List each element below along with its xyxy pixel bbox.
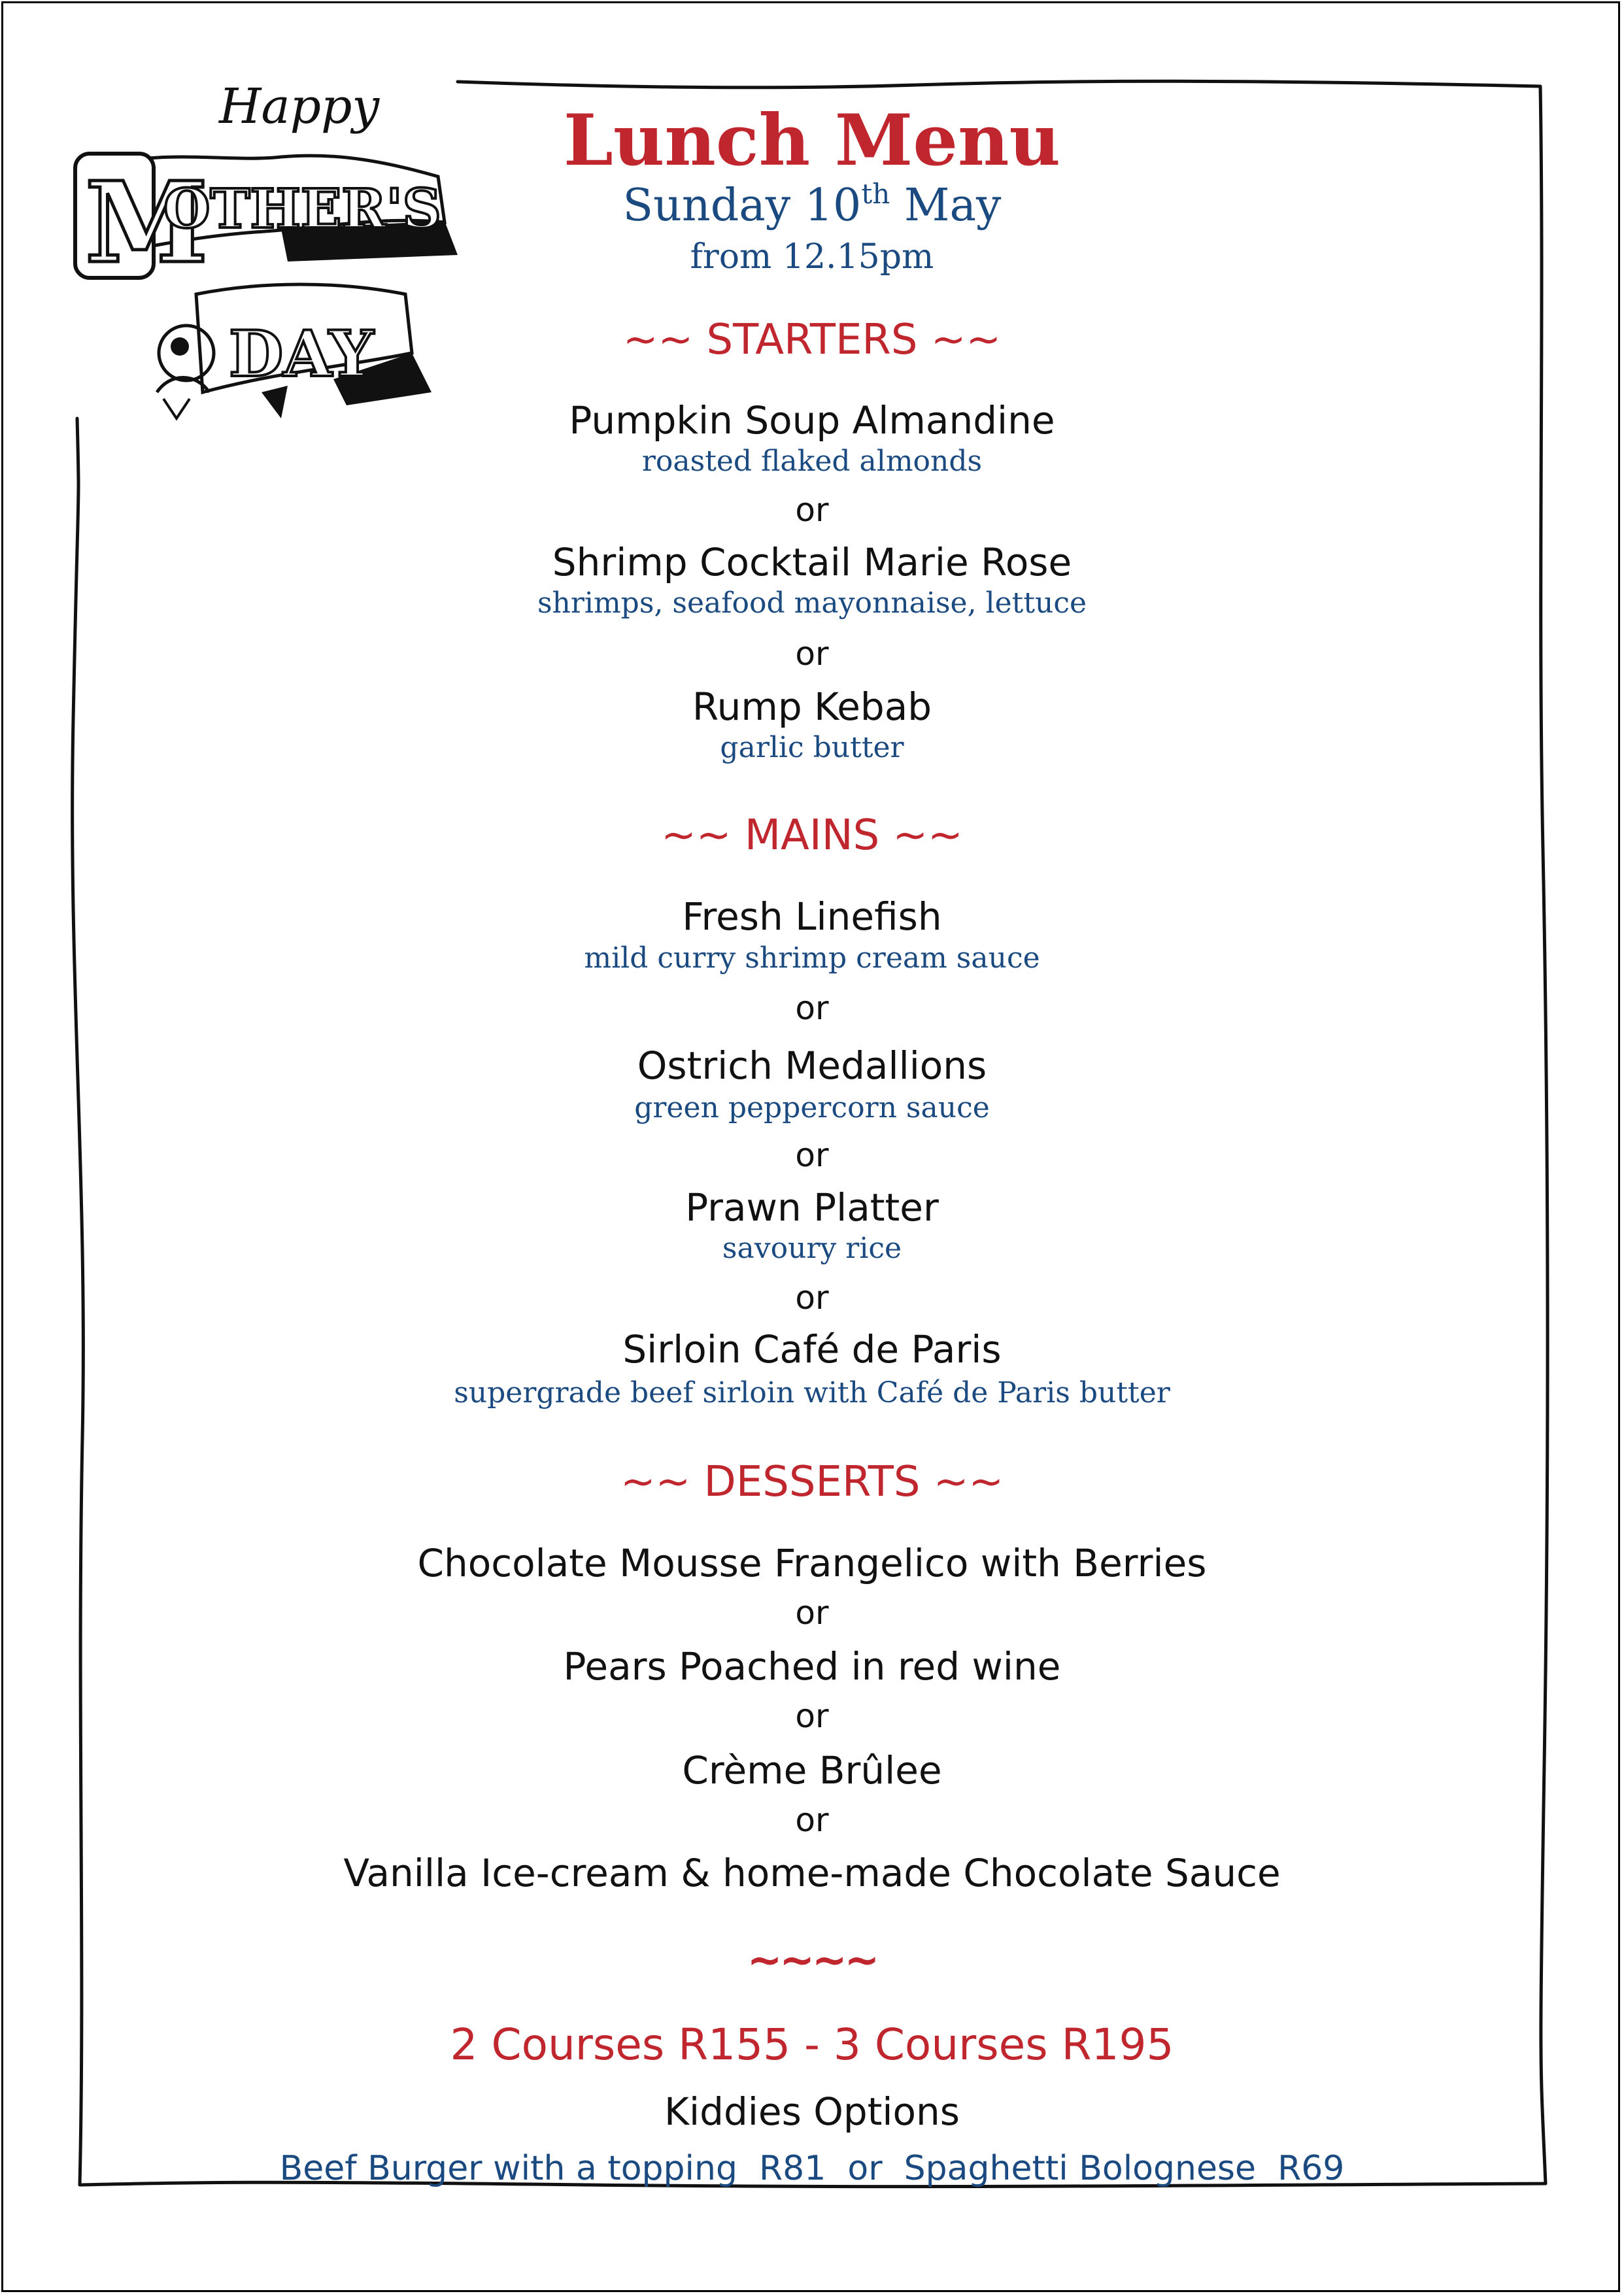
svg-text:DAY: DAY <box>229 317 374 391</box>
menu-time: from 12.15pm <box>690 237 934 277</box>
dessert-4-name: Vanilla Ice-cream & home-made Chocolate Sauce <box>343 1851 1281 1895</box>
svg-text:Happy: Happy <box>219 78 380 135</box>
main-2-desc: green peppercorn sauce <box>634 1091 990 1124</box>
kiddies-heading: Kiddies Options <box>664 2089 960 2134</box>
main-3-desc: savoury rice <box>722 1232 902 1265</box>
or-separator: or <box>795 635 829 673</box>
main-1-name: Fresh Linefish <box>682 894 942 939</box>
or-separator: or <box>795 1801 829 1839</box>
starter-2-name: Shrimp Cocktail Marie Rose <box>552 540 1072 584</box>
svg-text:M: M <box>85 158 209 288</box>
or-separator: or <box>795 1697 829 1735</box>
date-ordinal: th <box>861 178 890 210</box>
or-separator: or <box>795 989 829 1027</box>
main-2-name: Ostrich Medallions <box>637 1043 987 1088</box>
or-separator: or <box>795 1136 829 1174</box>
kiddies-options: Beef Burger with a topping R81 or Spaghetti Bolognese R69 <box>279 2149 1345 2188</box>
menu-date <box>0 177 1624 235</box>
or-separator: or <box>795 1594 829 1632</box>
starter-2-desc: shrimps, seafood mayonnaise, lettuce <box>537 586 1087 620</box>
dessert-3-name: Crème Brûlee <box>682 1748 942 1793</box>
dessert-2-name: Pears Poached in red wine <box>563 1644 1061 1689</box>
desserts-heading: ~~ DESSERTS ~~ <box>620 1458 1004 1506</box>
starter-1-name: Pumpkin Soup Almandine <box>569 398 1055 443</box>
or-separator: or <box>795 1279 829 1317</box>
mains-heading: ~~ MAINS ~~ <box>661 811 963 860</box>
starter-3-desc: garlic butter <box>720 731 904 764</box>
dessert-1-name: Chocolate Mousse Frangelico with Berries <box>417 1541 1207 1585</box>
or-separator: or <box>795 491 829 529</box>
course-pricing: 2 Courses R155 - 3 Courses R195 <box>450 2019 1174 2070</box>
main-4-name: Sirloin Café de Paris <box>622 1327 1002 1372</box>
starter-1-desc: roasted flaked almonds <box>641 445 983 478</box>
date-month: May <box>904 180 1002 231</box>
main-4-desc: supergrade beef sirloin with Café de Paris butter <box>454 1376 1170 1410</box>
main-1-desc: mild curry shrimp cream sauce <box>584 941 1040 975</box>
starters-heading: ~~ STARTERS ~~ <box>622 316 1002 364</box>
menu-title: Lunch Menu <box>563 99 1061 182</box>
svg-text:OTHER'S: OTHER'S <box>163 178 441 241</box>
main-3-name: Prawn Platter <box>685 1185 939 1230</box>
tilde-divider: ~~~~ <box>747 1936 877 1985</box>
starter-3-name: Rump Kebab <box>692 684 932 729</box>
date-day: Sunday 10 <box>622 180 862 231</box>
